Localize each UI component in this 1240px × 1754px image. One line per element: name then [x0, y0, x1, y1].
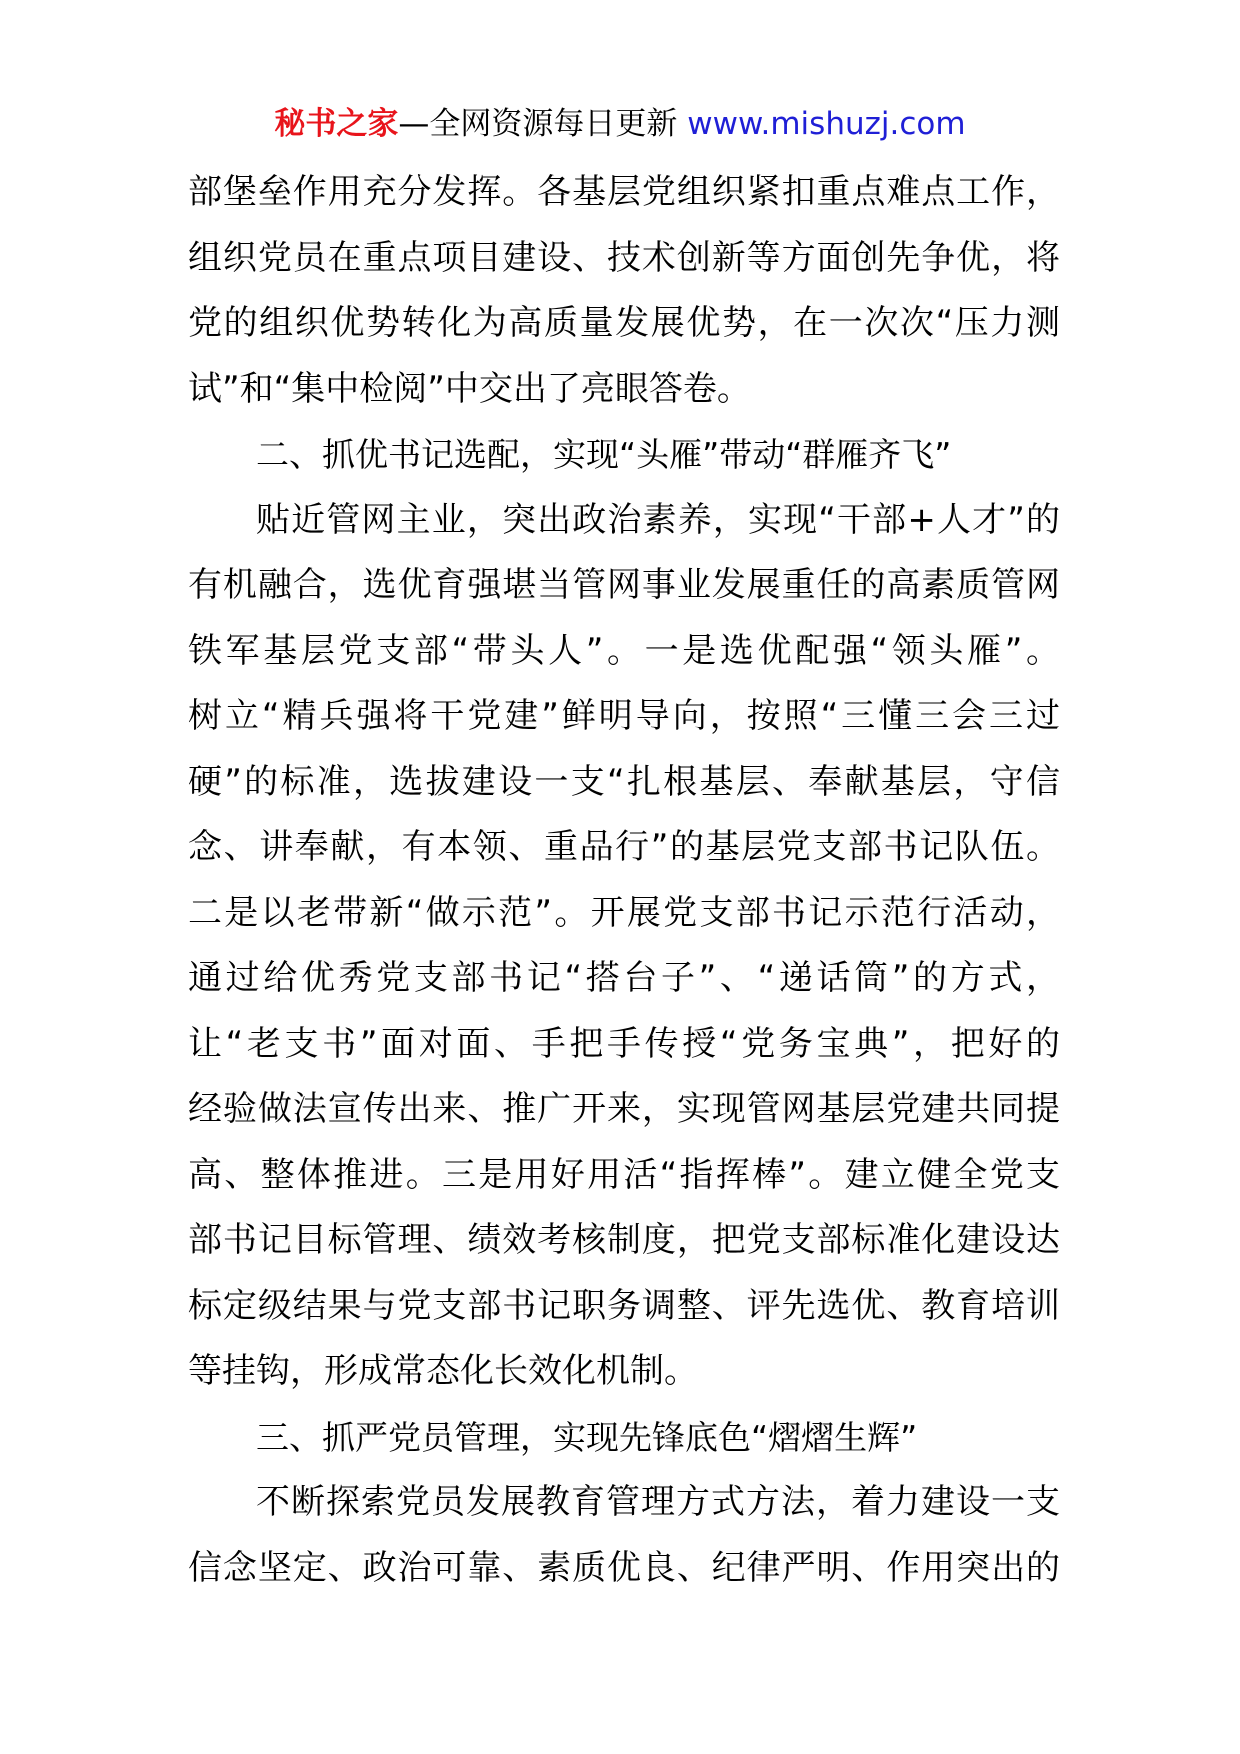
text-line: 经验做法宣传出来、推广开来，实现管网基层党建共同提: [188, 1089, 1060, 1129]
site-url-link[interactable]: www.mishuzj.com: [687, 106, 966, 142]
brand-name: 秘书之家: [274, 106, 399, 142]
text-line: 念、讲奉献，有本领、重品行”的基层党支部书记队伍。: [188, 827, 1060, 867]
text-line: 标定级结果与党支部书记职务调整、评先选优、教育培训: [188, 1285, 1060, 1326]
header-tagline: —全网资源每日更新: [398, 106, 678, 142]
site-header: [0, 100, 1240, 148]
text-line: 试”和“集中检阅”中交出了亮眼答卷。: [188, 368, 751, 409]
text-line: 铁军基层党支部“带头人”。一是选优配强“领头雁”。: [188, 630, 1060, 671]
text-line: 有机融合，选优育强堪当管网事业发展重任的高素质管网: [188, 565, 1060, 605]
text-line: 硬”的标准，选拔建设一支“扎根基层、奉献基层，守信: [188, 761, 1060, 802]
text-line: 不断探索党员发展教育管理方式方法，着力建设一支: [256, 1482, 1060, 1522]
text-line: 组织党员在重点项目建设、技术创新等方面创先争优，将: [188, 237, 1060, 278]
text-line: 高、整体推进。三是用好用活“指挥棒”。建立健全党支: [188, 1154, 1060, 1195]
text-line: 党的组织优势转化为高质量发展优势，在一次次“压力测: [188, 303, 1060, 343]
document-body: [188, 160, 1060, 1601]
section-heading: 三、抓严党员管理，实现先锋底色“熠熠生辉”: [256, 1417, 918, 1457]
text-line: 部书记目标管理、绩效考核制度，把党支部标准化建设达: [188, 1220, 1060, 1260]
text-line: 部堡垒作用充分发挥。各基层党组织紧扣重点难点工作，: [188, 172, 1060, 212]
text-line: 通过给优秀党支部书记“搭台子”、“递话筒”的方式，: [188, 958, 1060, 998]
text-line: 等挂钩，形成常态化长效化机制。: [188, 1351, 698, 1391]
text-line: 树立“精兵强将干党建”鲜明导向，按照“三懂三会三过: [188, 696, 1060, 736]
section-heading: 二、抓优书记选配，实现“头雁”带动“群雁齐飞”: [256, 435, 952, 474]
text-line: 让“老支书”面对面、手把手传授“党务宝典”，把好的: [188, 1023, 1060, 1064]
text-line: 二是以老带新“做示范”。开展党支部书记示范行活动，: [188, 892, 1060, 933]
text-line: 信念坚定、政治可靠、素质优良、纪律严明、作用突出的: [188, 1547, 1060, 1588]
text-line: 贴近管网主业，突出政治素养，实现“干部+人才”的: [256, 499, 1060, 540]
